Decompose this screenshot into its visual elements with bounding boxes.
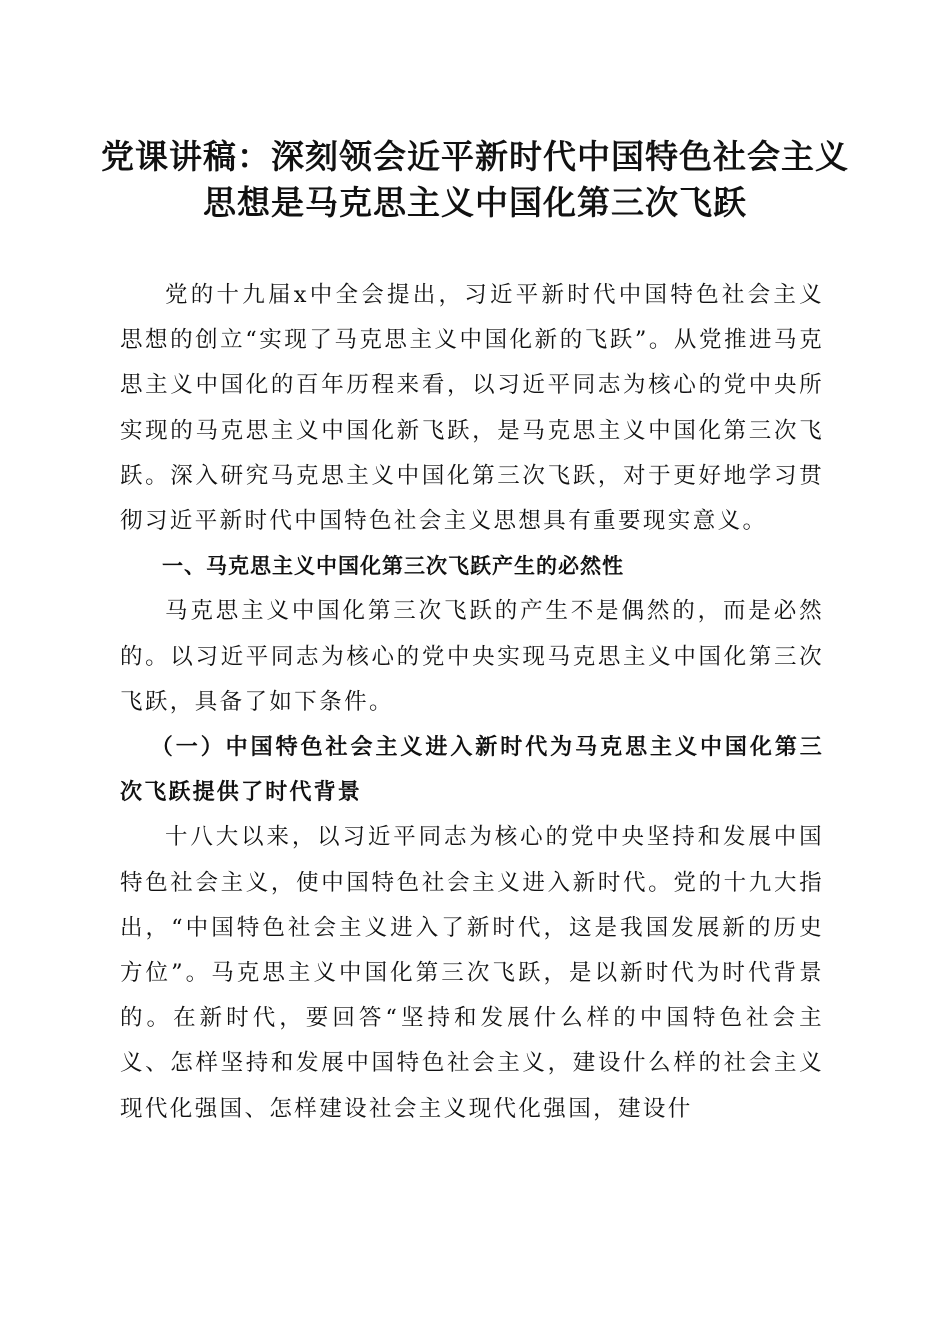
section-heading-1: 一、马克思主义中国化第三次飞跃产生的必然性 — [162, 554, 624, 579]
paragraph-section-1: 马克思主义中国化第三次飞跃的产生不是偶然的，而是必然的。以习近平同志为核心的党中央实现马克思主义中国化第三次飞跃，具备了如下条件。 — [120, 598, 824, 715]
paragraph-intro: 党的十九届x中全会提出，习近平新时代中国特色社会主义思想的创立“实现了马克思主义中国化新的飞跃”。从党推进马克思主义中国化的百年历程来看，以习近平同志为核心的党中央所实现的马克思主义中国化新飞跃，是马克思主义中国化第三次飞跃。深入研究马克思主义中国化第三次飞跃，对于更好地学习贯彻习近平新时代中国特色社会主义思想具有重要现实意义。 — [120, 282, 824, 535]
paragraph-subsection-1: 十八大以来，以习近平同志为核心的党中央坚持和发展中国特色社会主义，使中国特色社会主义进入新时代。党的十九大指出，“中国特色社会主义进入了新时代，这是我国发展新的历史方位”。马克思主义中国化第三次飞跃，是以新时代为时代背景的。在新时代，要回答“坚持和发展什么样的中国特色社会主义、怎样坚持和发展中国特色社会主义，建设什么样的社会主义现代化强国、怎样建设社会主义现代化强国，建设什 — [120, 824, 824, 1122]
subsection-heading-1: （一）中国特色社会主义进入新时代为马克思主义中国化第三次飞跃提供了时代背景 — [120, 734, 824, 806]
document-body — [120, 273, 824, 1132]
document-title: 党课讲稿：深刻领会近平新时代中国特色社会主义思想是马克思主义中国化第三次飞跃 — [101, 137, 849, 222]
